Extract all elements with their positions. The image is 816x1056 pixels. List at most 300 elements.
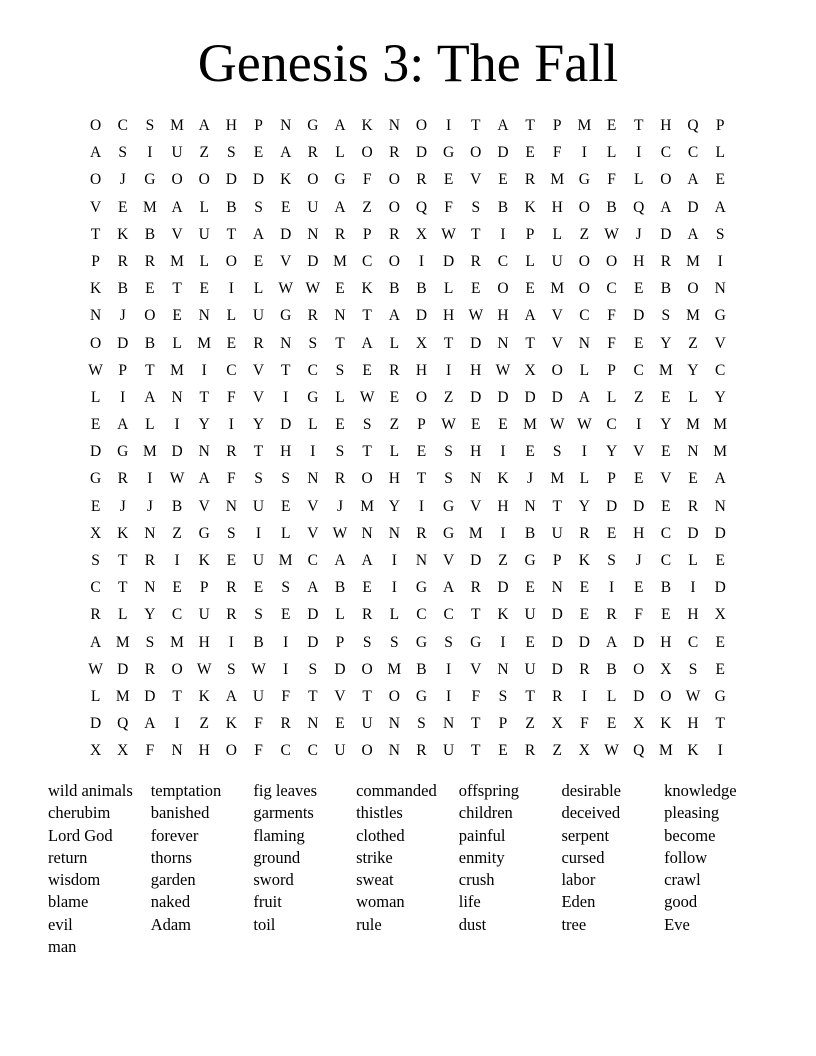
grid-letter: W: [441, 416, 456, 434]
grid-letter: C: [687, 633, 699, 651]
word-list-item: crawl: [664, 870, 701, 890]
grid-letter: R: [389, 225, 400, 243]
grid-letter: U: [252, 552, 265, 569]
grid-letter: A: [443, 579, 455, 597]
grid-letter: W: [604, 225, 619, 243]
grid-letter: A: [144, 715, 156, 733]
grid-letter: G: [714, 307, 726, 325]
grid-letter: V: [334, 687, 346, 705]
grid-letter: V: [551, 334, 563, 352]
grid-letter: E: [715, 633, 725, 651]
grid-letter: F: [552, 144, 562, 162]
grid-letter: R: [144, 660, 156, 678]
grid-letter: D: [144, 687, 156, 705]
grid-letter: M: [170, 252, 184, 270]
grid-letter: D: [551, 606, 563, 624]
grid-letter: K: [361, 280, 373, 298]
grid-letter: F: [607, 307, 616, 325]
grid-letter: E: [661, 388, 671, 406]
grid-letter: I: [690, 579, 696, 597]
word-list-item: woman: [356, 892, 405, 912]
grid-letter: E: [226, 552, 237, 569]
grid-letter: I: [418, 252, 425, 270]
grid-letter: H: [470, 361, 482, 379]
grid-letter: C: [90, 579, 101, 597]
grid-letter: A: [687, 225, 699, 243]
grid-letter: V: [470, 497, 482, 515]
grid-letter: A: [280, 144, 292, 162]
word-list-item: strike: [356, 847, 393, 867]
grid-letter: U: [524, 660, 536, 678]
grid-letter: I: [228, 280, 234, 298]
grid-letter: Z: [633, 388, 644, 406]
grid-letter: O: [551, 361, 563, 379]
grid-letter: A: [307, 579, 319, 597]
grid-letter: E: [579, 606, 590, 624]
grid-letter: R: [144, 552, 156, 569]
grid-letter: A: [714, 470, 726, 488]
grid-letter: U: [551, 252, 563, 270]
grid-letter: U: [524, 606, 536, 624]
grid-letter: T: [715, 715, 725, 733]
grid-letter: I: [228, 633, 234, 651]
grid-letter: E: [661, 443, 671, 461]
grid-letter: E: [471, 280, 481, 298]
grid-letter: N: [144, 579, 156, 597]
grid-letter: D: [714, 579, 726, 597]
grid-letter: G: [415, 579, 428, 597]
grid-letter: W: [549, 416, 565, 434]
grid-letter: B: [334, 579, 346, 597]
grid-letter: L: [715, 144, 725, 162]
grid-letter: N: [470, 470, 482, 488]
grid-letter: U: [307, 198, 319, 216]
grid-letter: O: [578, 280, 590, 298]
grid-letter: O: [89, 117, 102, 134]
grid-letter: L: [280, 524, 291, 542]
grid-letter: L: [525, 252, 535, 270]
word-list-item: dust: [458, 914, 487, 934]
word-list-item: offspring: [458, 781, 519, 800]
grid-letter: D: [280, 416, 292, 434]
grid-letter: L: [688, 388, 698, 406]
grid-letter: O: [388, 252, 400, 270]
grid-letter: F: [145, 742, 155, 760]
grid-letter: R: [524, 171, 536, 189]
grid-letter: M: [523, 416, 537, 434]
word-list-item: ground: [253, 847, 301, 867]
grid-letter: K: [524, 198, 536, 216]
grid-letter: Y: [144, 606, 156, 624]
grid-letter: H: [497, 497, 509, 515]
grid-letter: T: [118, 552, 128, 569]
word-list-item: crush: [458, 870, 495, 890]
grid-letter: D: [578, 633, 590, 651]
grid-letter: E: [525, 633, 535, 651]
grid-letter: V: [633, 443, 645, 461]
grid-letter: C: [416, 606, 427, 624]
grid-letter: D: [89, 443, 102, 461]
grid-letter: E: [498, 416, 508, 434]
grid-letter: H: [415, 361, 428, 379]
grid-letter: O: [361, 660, 373, 678]
grid-letter: S: [552, 443, 562, 461]
word-list-item: desirable: [561, 781, 621, 800]
grid-letter: E: [633, 334, 644, 352]
grid-letter: B: [660, 280, 672, 298]
grid-letter: T: [362, 307, 372, 325]
grid-letter: R: [470, 252, 481, 270]
grid-letter: O: [89, 334, 102, 352]
grid-letter: I: [174, 552, 180, 569]
grid-letter: R: [579, 660, 590, 678]
grid-letter: S: [308, 334, 318, 352]
grid-letter: P: [715, 117, 725, 134]
grid-letter: D: [660, 225, 672, 243]
word-list: [48, 780, 767, 958]
word-list-item: forever: [150, 825, 199, 845]
grid-letter: Z: [688, 334, 698, 352]
grid-letter: T: [90, 225, 101, 243]
grid-letter: L: [552, 225, 562, 243]
grid-letter: N: [415, 552, 428, 569]
grid-letter: C: [715, 361, 726, 379]
grid-letter: P: [525, 225, 535, 243]
grid-letter: M: [115, 633, 130, 651]
grid-letter: K: [198, 552, 210, 569]
grid-letter: M: [550, 470, 565, 488]
grid-letter: N: [334, 307, 346, 325]
grid-letter: J: [527, 470, 534, 488]
grid-letter: L: [389, 606, 400, 624]
grid-letter: O: [361, 470, 373, 488]
grid-letter: P: [199, 579, 209, 597]
word-list-item: banished: [150, 803, 210, 823]
grid-letter: A: [388, 307, 400, 325]
grid-letter: G: [198, 524, 210, 542]
grid-letter: W: [604, 742, 619, 760]
grid-letter: W: [88, 361, 103, 379]
grid-letter: D: [307, 252, 319, 270]
grid-letter: M: [658, 361, 673, 379]
grid-letter: E: [606, 715, 617, 733]
grid-letter: E: [362, 361, 372, 379]
grid-letter: Z: [552, 742, 562, 760]
grid-letter: Z: [498, 552, 508, 569]
grid-letter: I: [120, 388, 126, 406]
grid-letter: D: [633, 497, 645, 515]
grid-letter: N: [307, 470, 319, 488]
grid-letter: W: [359, 388, 375, 406]
grid-letter: J: [635, 225, 642, 243]
grid-letter: A: [171, 198, 183, 216]
grid-letter: N: [307, 225, 319, 243]
grid-letter: X: [89, 524, 102, 542]
grid-letter: V: [443, 552, 455, 569]
grid-letter: K: [89, 280, 102, 298]
grid-letter: A: [334, 552, 346, 569]
grid-letter: S: [145, 117, 155, 134]
grid-letter: R: [334, 225, 346, 243]
grid-letter: T: [471, 742, 481, 760]
grid-letter: C: [660, 144, 672, 162]
grid-letter: C: [497, 252, 509, 270]
grid-letter: M: [686, 416, 700, 434]
grid-letter: E: [226, 334, 237, 352]
grid-letter: V: [307, 524, 319, 542]
grid-letter: E: [525, 280, 535, 298]
word-list-item: enmity: [458, 847, 505, 867]
grid-letter: D: [225, 171, 237, 189]
word-list-item: Lord God: [48, 825, 113, 845]
grid-letter: S: [444, 470, 453, 488]
grid-letter: L: [335, 144, 345, 162]
grid-letter: L: [199, 198, 209, 216]
grid-letter: A: [144, 388, 156, 406]
grid-letter: L: [90, 388, 101, 406]
grid-letter: X: [415, 225, 428, 243]
grid-letter: O: [388, 687, 400, 705]
grid-letter: I: [391, 552, 397, 569]
grid-letter: M: [713, 416, 728, 434]
grid-letter: B: [606, 660, 617, 678]
word-list-item: return: [48, 847, 88, 867]
grid-letter: E: [715, 552, 725, 569]
grid-letter: J: [146, 497, 153, 515]
grid-letter: Y: [605, 443, 618, 461]
grid-letter: T: [471, 225, 481, 243]
grid-letter: P: [335, 633, 345, 651]
grid-letter: E: [416, 443, 427, 461]
grid-letter: L: [579, 361, 590, 379]
grid-letter: R: [579, 524, 590, 542]
grid-letter: N: [687, 443, 699, 461]
word-list-item: temptation: [150, 781, 222, 800]
grid-letter: I: [717, 252, 723, 270]
grid-letter: W: [196, 660, 212, 678]
grid-letter: D: [497, 579, 509, 597]
grid-letter: C: [687, 144, 699, 162]
grid-letter: V: [470, 660, 482, 678]
grid-letter: E: [525, 144, 535, 162]
grid-letter: Z: [199, 144, 209, 162]
grid-letter: Y: [252, 416, 265, 434]
grid-letter: A: [578, 388, 590, 406]
grid-letter: R: [226, 606, 237, 624]
grid-letter: G: [524, 552, 536, 569]
grid-letter: D: [470, 552, 482, 569]
grid-letter: R: [470, 579, 481, 597]
grid-letter: C: [633, 361, 644, 379]
grid-letter: S: [91, 552, 100, 569]
grid-letter: D: [334, 660, 346, 678]
grid-letter: O: [171, 660, 183, 678]
grid-letter: I: [418, 497, 425, 515]
grid-letter: E: [90, 497, 101, 515]
grid-letter: E: [90, 416, 101, 434]
grid-letter: E: [172, 307, 182, 325]
grid-letter: L: [199, 252, 209, 270]
grid-letter: H: [660, 633, 672, 651]
grid-letter: A: [660, 198, 672, 216]
grid-letter: B: [253, 633, 264, 651]
grid-letter: U: [443, 742, 455, 760]
word-list-item: serpent: [561, 825, 610, 845]
grid-letter: F: [607, 171, 616, 189]
grid-letter: B: [524, 524, 536, 542]
grid-letter: A: [714, 198, 726, 216]
grid-letter: R: [389, 361, 400, 379]
grid-letter: B: [117, 280, 128, 298]
grid-letter: C: [171, 606, 183, 624]
grid-letter: S: [444, 633, 453, 651]
grid-letter: I: [174, 715, 180, 733]
grid-letter: N: [388, 117, 400, 134]
grid-letter: I: [581, 687, 587, 705]
grid-letter: D: [633, 687, 645, 705]
grid-letter: M: [197, 334, 212, 352]
grid-letter: E: [335, 416, 345, 434]
grid-letter: O: [633, 660, 645, 678]
grid-letter: K: [497, 470, 509, 488]
grid-letter: W: [278, 280, 293, 298]
grid-letter: P: [552, 117, 562, 134]
grid-letter: L: [226, 307, 237, 325]
grid-letter: S: [335, 443, 345, 461]
grid-letter: X: [415, 334, 428, 352]
grid-letter: E: [471, 416, 481, 434]
grid-letter: W: [577, 416, 592, 434]
grid-letter: N: [388, 742, 400, 760]
grid-letter: M: [142, 443, 157, 461]
grid-letter: P: [552, 552, 562, 569]
grid-letter: P: [118, 361, 128, 379]
grid-letter: M: [278, 552, 293, 569]
word-list-item: follow: [664, 847, 708, 867]
grid-letter: L: [389, 334, 400, 352]
grid-letter: X: [524, 361, 536, 379]
grid-letter: T: [280, 361, 291, 379]
grid-letter: E: [661, 606, 671, 624]
grid-letter: F: [227, 470, 236, 488]
word-list-item: children: [458, 803, 513, 823]
grid-letter: N: [497, 660, 509, 678]
grid-letter: N: [524, 497, 536, 515]
grid-letter: P: [498, 715, 508, 733]
grid-letter: F: [281, 687, 290, 705]
grid-letter: I: [446, 117, 452, 134]
grid-letter: N: [551, 579, 563, 597]
grid-letter: D: [171, 443, 183, 461]
grid-letter: T: [199, 388, 209, 406]
grid-letter: O: [660, 171, 672, 189]
grid-letter: D: [415, 307, 428, 325]
grid-letter: V: [280, 252, 292, 270]
word-list-item: Eden: [561, 892, 596, 912]
grid-letter: W: [169, 470, 185, 488]
grid-letter: N: [171, 388, 183, 406]
grid-letter: J: [119, 307, 126, 325]
grid-letter: T: [633, 117, 644, 134]
grid-letter: E: [280, 198, 291, 216]
grid-letter: N: [198, 307, 210, 325]
grid-letter: A: [225, 687, 237, 705]
grid-letter: T: [471, 606, 481, 624]
grid-letter: R: [660, 252, 672, 270]
grid-letter: T: [253, 443, 264, 461]
grid-letter: G: [280, 307, 292, 325]
grid-letter: S: [227, 660, 236, 678]
grid-letter: O: [470, 144, 482, 162]
grid-letter: S: [715, 225, 725, 243]
grid-letter: B: [144, 334, 156, 352]
grid-letter: Z: [579, 225, 590, 243]
word-list-item: Eve: [664, 914, 690, 934]
word-list-item: become: [664, 825, 716, 845]
page-title: Genesis 3: The Fall: [197, 33, 619, 93]
grid-letter: M: [713, 443, 728, 461]
grid-letter: A: [252, 225, 265, 243]
grid-letter: H: [687, 715, 699, 733]
word-list-item: deceived: [561, 803, 621, 823]
grid-letter: K: [225, 715, 237, 733]
grid-letter: C: [307, 361, 318, 379]
grid-letter: T: [172, 687, 182, 705]
letter-grid: [82, 112, 734, 765]
grid-letter: L: [118, 606, 128, 624]
grid-letter: R: [307, 307, 318, 325]
grid-letter: E: [389, 388, 400, 406]
grid-letter: R: [280, 715, 291, 733]
grid-letter: T: [471, 117, 481, 134]
grid-letter: K: [280, 171, 292, 189]
word-list-item: fruit: [253, 892, 282, 912]
grid-letter: H: [470, 443, 482, 461]
grid-letter: I: [255, 524, 262, 542]
grid-letter: W: [332, 524, 348, 542]
grid-letter: I: [201, 361, 207, 379]
grid-letter: G: [578, 171, 590, 189]
grid-letter: G: [144, 171, 156, 189]
grid-letter: V: [171, 225, 183, 243]
grid-letter: F: [254, 715, 263, 733]
grid-letter: M: [333, 252, 347, 270]
grid-letter: F: [634, 606, 644, 624]
grid-letter: S: [254, 606, 263, 624]
grid-letter: A: [89, 144, 102, 162]
grid-letter: D: [415, 144, 428, 162]
grid-letter: X: [89, 742, 102, 760]
grid-letter: X: [660, 660, 672, 678]
grid-letter: Z: [525, 715, 535, 733]
grid-letter: E: [606, 524, 617, 542]
grid-letter: E: [498, 171, 508, 189]
grid-letter: O: [361, 144, 373, 162]
grid-letter: I: [446, 361, 452, 379]
grid-letter: O: [225, 742, 237, 760]
grid-letter: Y: [198, 416, 210, 434]
grid-letter: Q: [415, 198, 428, 216]
word-list-item: garments: [253, 803, 314, 823]
grid-letter: G: [307, 388, 319, 406]
grid-letter: D: [551, 633, 563, 651]
grid-letter: I: [228, 416, 234, 434]
grid-letter: P: [607, 470, 616, 488]
grid-letter: M: [170, 361, 184, 379]
grid-letter: Y: [660, 416, 672, 434]
grid-letter: E: [633, 470, 644, 488]
grid-letter: H: [198, 742, 210, 760]
